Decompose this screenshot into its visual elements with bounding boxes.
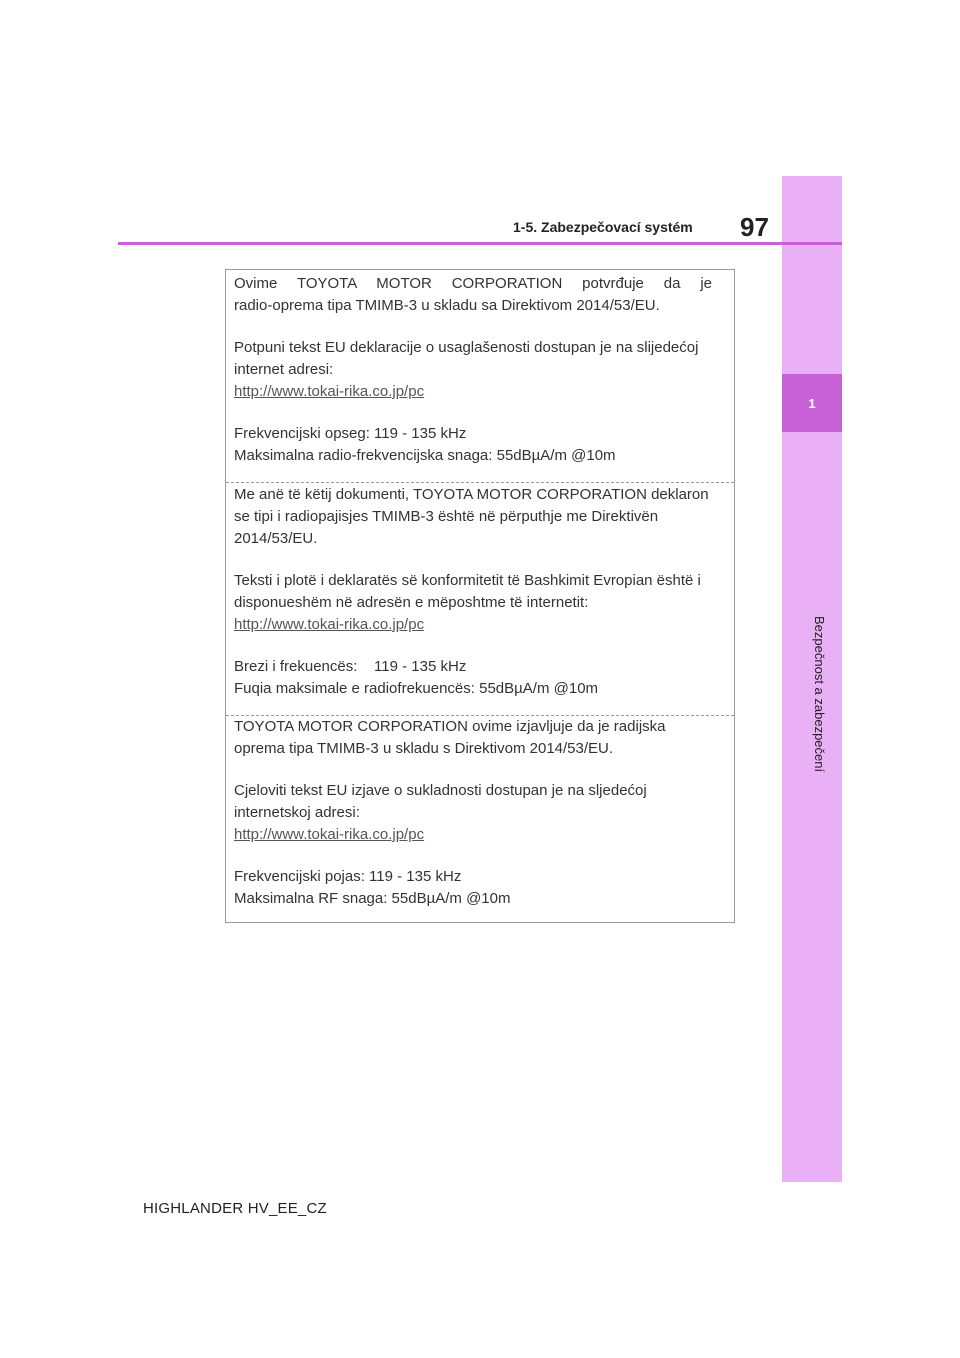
block1-freq: Frekvencijski opseg: 119 - 135 kHz	[234, 425, 467, 442]
block3-link[interactable]: http://www.tokai-rika.co.jp/pc	[234, 826, 425, 843]
page-number: 97	[740, 212, 769, 242]
block1-para2: Potpuni tekst EU deklaracije o usaglašenosti dostupan je na slijedećoj internet adresi:	[234, 339, 699, 378]
header-rule	[118, 242, 842, 245]
block1-line2: radio-oprema tipa TMIMB-3 u skladu sa Direktivom 2014/53/EU.	[234, 297, 660, 314]
section-title: 1-5. Zabezpečovací systém	[513, 219, 693, 235]
block3-power: Maksimalna RF snaga: 55dBµA/m @10m	[234, 890, 511, 907]
block2-freq: Brezi i frekuencës: 119 - 135 kHz	[234, 658, 467, 675]
footer-model-code: HIGHLANDER HV_EE_CZ	[143, 1200, 327, 1217]
chapter-side-tab	[782, 176, 842, 1182]
block2-link[interactable]: http://www.tokai-rika.co.jp/pc	[234, 616, 425, 633]
block3-para1: TOYOTA MOTOR CORPORATION ovime izjavljuje da je radijska oprema tipa TMIMB-3 u skladu s Direktivom 2014/53/EU.	[234, 718, 666, 757]
block1-power: Maksimalna radio-frekvencijska snaga: 55dBµA/m @10m	[234, 447, 616, 464]
block2-para2: Teksti i plotë i deklaratës së konformitetit të Bashkimit Evropian është i disponueshëm në adresën e mëposhtme të internetit:	[234, 572, 701, 611]
section-divider	[226, 482, 734, 483]
block3-freq: Frekvencijski pojas: 119 - 135 kHz	[234, 868, 462, 885]
declaration-block-bosnian	[226, 273, 734, 467]
block2-para1: Me anë të këtij dokumenti, TOYOTA MOTOR CORPORATION deklaron se tipi i radiopajisjes TMIMB-3 është në përputhje me Direktivën 2014/53/EU.	[234, 486, 709, 547]
declaration-box	[225, 269, 735, 923]
declaration-block-albanian	[226, 484, 734, 700]
block1-link[interactable]: http://www.tokai-rika.co.jp/pc	[234, 383, 425, 400]
declaration-block-croatian	[226, 716, 734, 910]
block1-line1: Ovime TOYOTA MOTOR CORPORATION potvrđuje da je	[234, 275, 712, 292]
block3-para2: Cjeloviti tekst EU izjave o sukladnosti dostupan je na sljedećoj internetskoj adresi:	[234, 782, 647, 821]
chapter-number: 1	[782, 374, 842, 432]
chapter-label: Bezpečnost a zabezpečení	[812, 616, 827, 773]
block2-power: Fuqia maksimale e radiofrekuencës: 55dBµA/m @10m	[234, 680, 599, 697]
